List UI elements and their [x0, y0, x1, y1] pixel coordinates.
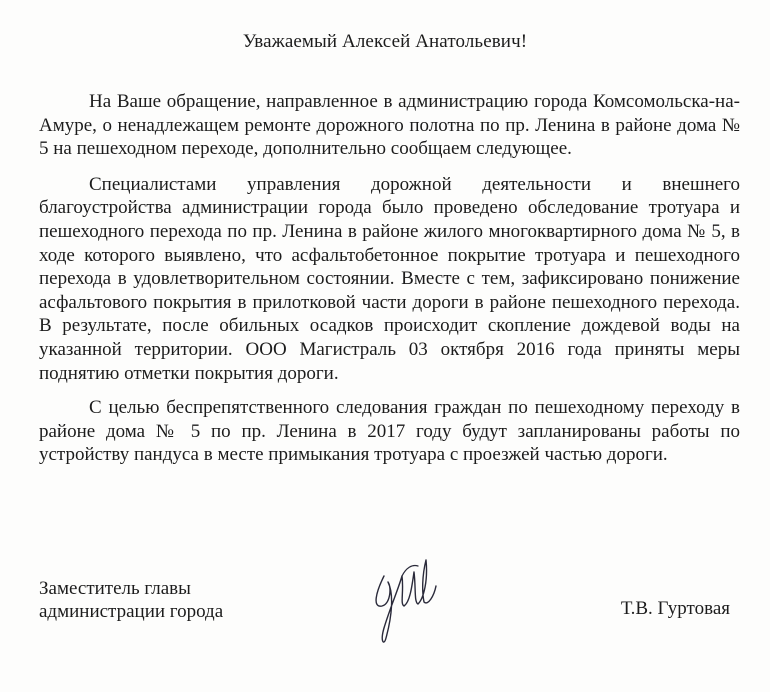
letter-body: [39, 90, 740, 467]
paragraph-3: С целью беспрепятственного следования граждан по пешеходному переходу в районе дома № 5 по пр. Ленина в 2017 году будут запланированы работы по устройству пандуса в месте примыкания тротуара с проезжей частью дороги.: [39, 397, 740, 466]
position-line-2: администрации города: [39, 601, 224, 622]
paragraph-2: Специалистами управления дорожной деятельности и внешнего благоустройства администрации города было проведено обследование тротуара и пешеходного перехода по пр. Ленина в районе жилого многоквартирного дома № 5, в ходе которого выявлено, что асфальтобетонное покрытие тротуара и пешеходного перехода в удовлетворительном состоянии. Вместе с тем, зафиксировано понижение асфальтового покрытия в прилотковой части дороги в районе пешеходного перехода. В результате, после обильных осадков происходит скопление дождевой воды на указанной территории. ООО Магистраль 03 октября 2016 года приняты меры поднятию отметки покрытия дороги.: [39, 173, 740, 384]
paragraph-1: На Ваше обращение, направленное в администрацию города Комсомольска-на-Амуре, о ненадлежащем ремонте дорожного полотна по пр. Ленина в районе дома № 5 на пешеходном переходе, дополнительно сообщаем следующее.: [39, 91, 740, 160]
signoff-position: [39, 577, 223, 623]
salutation: Уважаемый Алексей Анатольевич!: [242, 31, 528, 52]
handwritten-signature: [362, 546, 444, 648]
position-line-1: Заместитель главы: [39, 578, 191, 599]
signer-name: Т.В. Гуртовая: [620, 598, 730, 619]
